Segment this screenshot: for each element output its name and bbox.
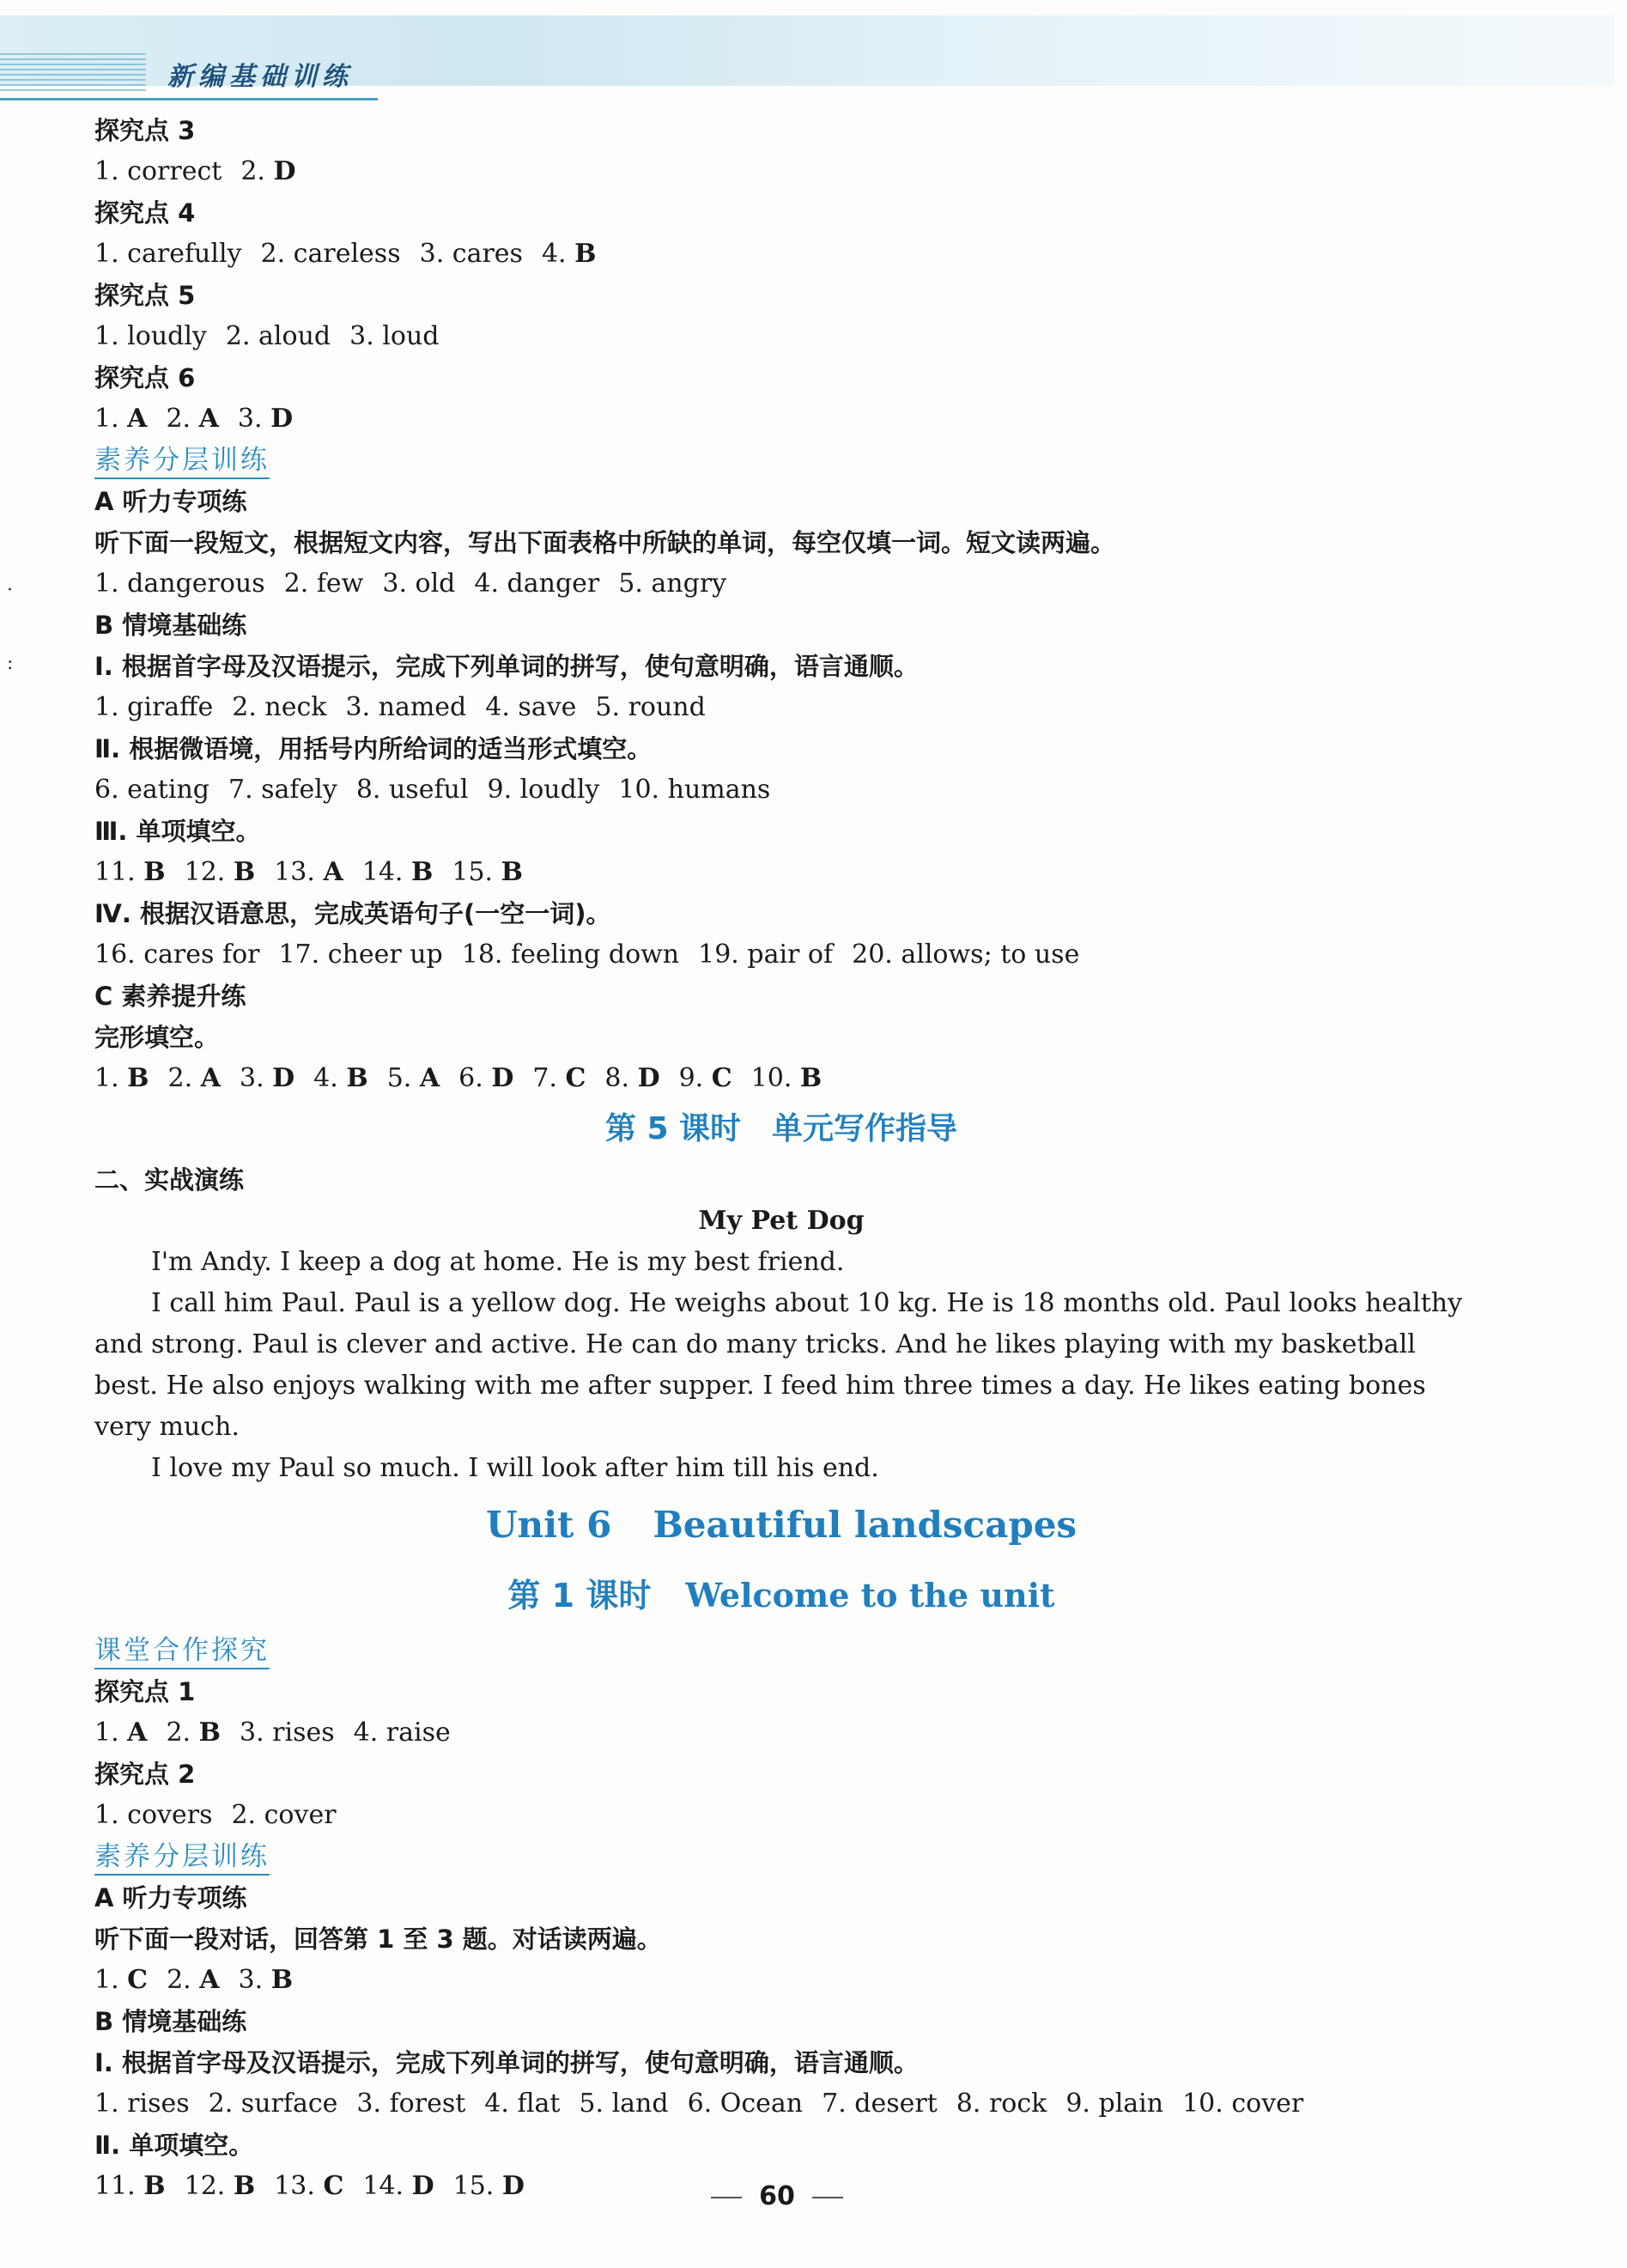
answer-item: 1. loudly [94, 321, 207, 351]
answer-row [94, 1795, 1468, 1836]
unit-number: Unit 6 [485, 1504, 612, 1546]
answer-item: 10. B [750, 1063, 823, 1093]
header-decoration [0, 53, 146, 91]
answer-item: 10. cover [1182, 2089, 1304, 2119]
section-tag: 素养分层训练 [94, 443, 270, 479]
answer-item: 3. B [238, 1965, 294, 1995]
page-number-value: 60 [759, 2181, 795, 2211]
essay-paragraph: I call him Paul. Paul is a yellow dog. He weighs about 10 kg. He is 18 months old. Paul looks healthy and strong. Paul is clever and active. He can do many tricks. And he likes playing with my basketball best. He also enjoys walking with me after supper. I feed him three times a day. He likes eating bones very much. [94, 1288, 1463, 1442]
answer-row [94, 2083, 1468, 2125]
answer-item: 4. save [485, 692, 577, 722]
answer-item: 17. cheer up [278, 939, 443, 970]
section-heading: B 情境基础练 [94, 611, 247, 640]
header-rule [0, 98, 378, 100]
answer-item: 6. D [458, 1063, 514, 1093]
section-heading: Ⅳ. 根据汉语意思，完成英语句子(一空一词)。 [94, 899, 611, 928]
page-number [0, 2181, 1554, 2211]
answer-item: 1. A [94, 404, 148, 434]
answer-item: 9. C [678, 1063, 732, 1093]
answer-item: 4. danger [474, 569, 600, 599]
answer-item: 4. raise [353, 1718, 451, 1748]
answer-item: 12. B [184, 2171, 256, 2201]
essay-title: My Pet Dog [698, 1206, 865, 1236]
lesson-name: Welcome to the unit [685, 1576, 1055, 1614]
section-heading: A 听力专项练 [94, 1883, 247, 1912]
answer-item: 6. Ocean [687, 2089, 804, 2119]
answer-item: 5. round [595, 692, 706, 722]
answer-item: 15. B [452, 857, 523, 887]
answer-item: 7. desert [822, 2089, 938, 2119]
section-heading: 探究点 1 [94, 1677, 196, 1706]
answer-item: 9. loudly [487, 775, 600, 805]
answer-row [94, 1058, 1468, 1099]
answer-content [94, 110, 1468, 2207]
answer-item: 15. D [452, 2171, 525, 2201]
answer-item: 2. A [167, 1063, 221, 1093]
lesson-number: 第 1 课时 [507, 1577, 652, 1614]
answer-item: 5. land [579, 2089, 669, 2119]
answer-item: 1. B [94, 1063, 149, 1093]
unit-title [94, 1489, 1468, 1561]
answer-item: 2. careless [260, 239, 401, 269]
answer-item: 3. D [239, 1063, 295, 1093]
section-tag: 素养分层训练 [94, 1839, 270, 1876]
answer-item: 2. B [166, 1718, 221, 1748]
header-banner [0, 15, 1614, 92]
section-heading: Ⅲ. 单项填空。 [94, 817, 261, 846]
section-heading: B 情境基础练 [94, 2007, 247, 2036]
section-heading: 完形填空。 [94, 1023, 220, 1052]
answer-item: 3. named [345, 692, 467, 722]
answer-item: 16. cares for [94, 939, 260, 970]
section-heading: 探究点 5 [94, 281, 196, 310]
answer-item: 1. giraffe [94, 692, 214, 722]
section-heading: Ⅰ. 根据首字母及汉语提示，完成下列单词的拼写，使句意明确，语言通顺。 [94, 652, 919, 681]
answer-item: 2. surface [208, 2089, 338, 2119]
section-heading: Ⅱ. 单项填空。 [94, 2131, 254, 2160]
section-heading: Ⅰ. 根据首字母及汉语提示，完成下列单词的拼写，使句意明确，语言通顺。 [94, 2048, 919, 2077]
answer-item: 3. forest [356, 2089, 466, 2119]
answer-item: 3. rises [239, 1718, 335, 1748]
lesson-title: 第 5 课时 单元写作指导 [604, 1111, 958, 1146]
answer-item: 14. B [361, 857, 434, 887]
answer-item: 9. plain [1065, 2089, 1164, 2119]
answer-row [94, 234, 1468, 275]
answer-item: 2. cover [231, 1800, 337, 1830]
answer-item: 3. D [237, 404, 294, 434]
answer-item: 5. angry [618, 569, 727, 599]
section-heading: 听下面一段短文，根据短文内容，写出下面表格中所缺的单词，每空仅填一词。短文读两遍。 [94, 528, 1116, 557]
answer-row [94, 1712, 1468, 1754]
answer-item: 20. allows; to use [852, 939, 1080, 970]
answer-item: 3. cares [419, 239, 523, 269]
section-tag: 课堂合作探究 [94, 1633, 270, 1669]
answer-item: 1. covers [94, 1800, 213, 1830]
answer-item: 11. B [94, 857, 166, 887]
answer-item: 1. carefully [94, 239, 242, 269]
section-heading: 探究点 2 [94, 1760, 196, 1789]
answer-row [94, 852, 1468, 893]
answer-item: 4. B [541, 239, 597, 269]
answer-item: 8. useful [355, 775, 469, 805]
section-heading: Ⅱ. 根据微语境，用括号内所给词的适当形式填空。 [94, 734, 653, 763]
answer-row [94, 563, 1468, 605]
section-heading: 探究点 4 [94, 198, 196, 228]
answer-item: 3. loud [349, 321, 440, 351]
answer-item: 2. A [166, 404, 219, 434]
section-tag-row [94, 440, 1468, 481]
edge-mark: · [7, 580, 13, 601]
answer-item: 18. feeling down [461, 939, 680, 970]
answer-item: 19. pair of [698, 939, 834, 970]
section-tag-row [94, 1630, 1468, 1671]
answer-row [94, 687, 1468, 728]
answer-item: 2. few [283, 569, 364, 599]
section-heading: A 听力专项练 [94, 487, 247, 516]
section-heading: 探究点 6 [94, 363, 196, 392]
answer-item: 1. correct [94, 156, 222, 186]
answer-row [94, 769, 1468, 811]
answer-item: 12. B [184, 857, 256, 887]
header-title: 新编基础训练 [167, 62, 353, 92]
edge-mark: : [7, 653, 14, 674]
section-heading: 听下面一段对话，回答第 1 至 3 题。对话读两遍。 [94, 1924, 662, 1954]
answer-row [94, 316, 1468, 357]
answer-item: 13. C [274, 2171, 344, 2201]
unit-name: Beautiful landscapes [653, 1504, 1078, 1546]
answer-item: 6. eating [94, 775, 209, 805]
answer-item: 3. old [382, 569, 456, 599]
answer-item: 5. A [386, 1063, 440, 1093]
section-heading: 探究点 3 [94, 116, 196, 145]
section-heading: 二、实战演练 [94, 1165, 245, 1195]
answer-item: 2. A [167, 1965, 220, 1995]
answer-item: 8. D [604, 1063, 660, 1093]
answer-item: 1. dangerous [94, 569, 265, 599]
answer-item: 2. aloud [225, 321, 331, 351]
answer-row [94, 151, 1468, 192]
answer-item: 1. A [94, 1718, 148, 1748]
answer-item: 1. rises [94, 2089, 190, 2119]
essay-paragraph: I love my Paul so much. I will look after him till his end. [151, 1453, 879, 1483]
answer-item: 4. flat [484, 2089, 561, 2119]
answer-row [94, 398, 1468, 440]
answer-item: 1. C [94, 1965, 149, 1995]
answer-row [94, 934, 1468, 976]
answer-row [94, 1960, 1468, 2001]
answer-item: 13. A [274, 857, 343, 887]
section-tag-row [94, 1836, 1468, 1877]
answer-item: 14. D [362, 2171, 434, 2201]
answer-item: 11. B [94, 2171, 166, 2201]
answer-item: 2. neck [232, 692, 327, 722]
answer-item: 2. D [240, 156, 296, 186]
answer-item: 7. safely [228, 775, 337, 805]
answer-item: 10. humans [618, 775, 771, 805]
section-heading: C 素养提升练 [94, 982, 246, 1011]
lesson-title [94, 1561, 1468, 1630]
answer-item: 8. rock [956, 2089, 1047, 2119]
answer-item: 4. B [313, 1063, 368, 1093]
answer-item: 7. C [532, 1063, 586, 1093]
essay-paragraph: I'm Andy. I keep a dog at home. He is my best friend. [151, 1247, 845, 1277]
